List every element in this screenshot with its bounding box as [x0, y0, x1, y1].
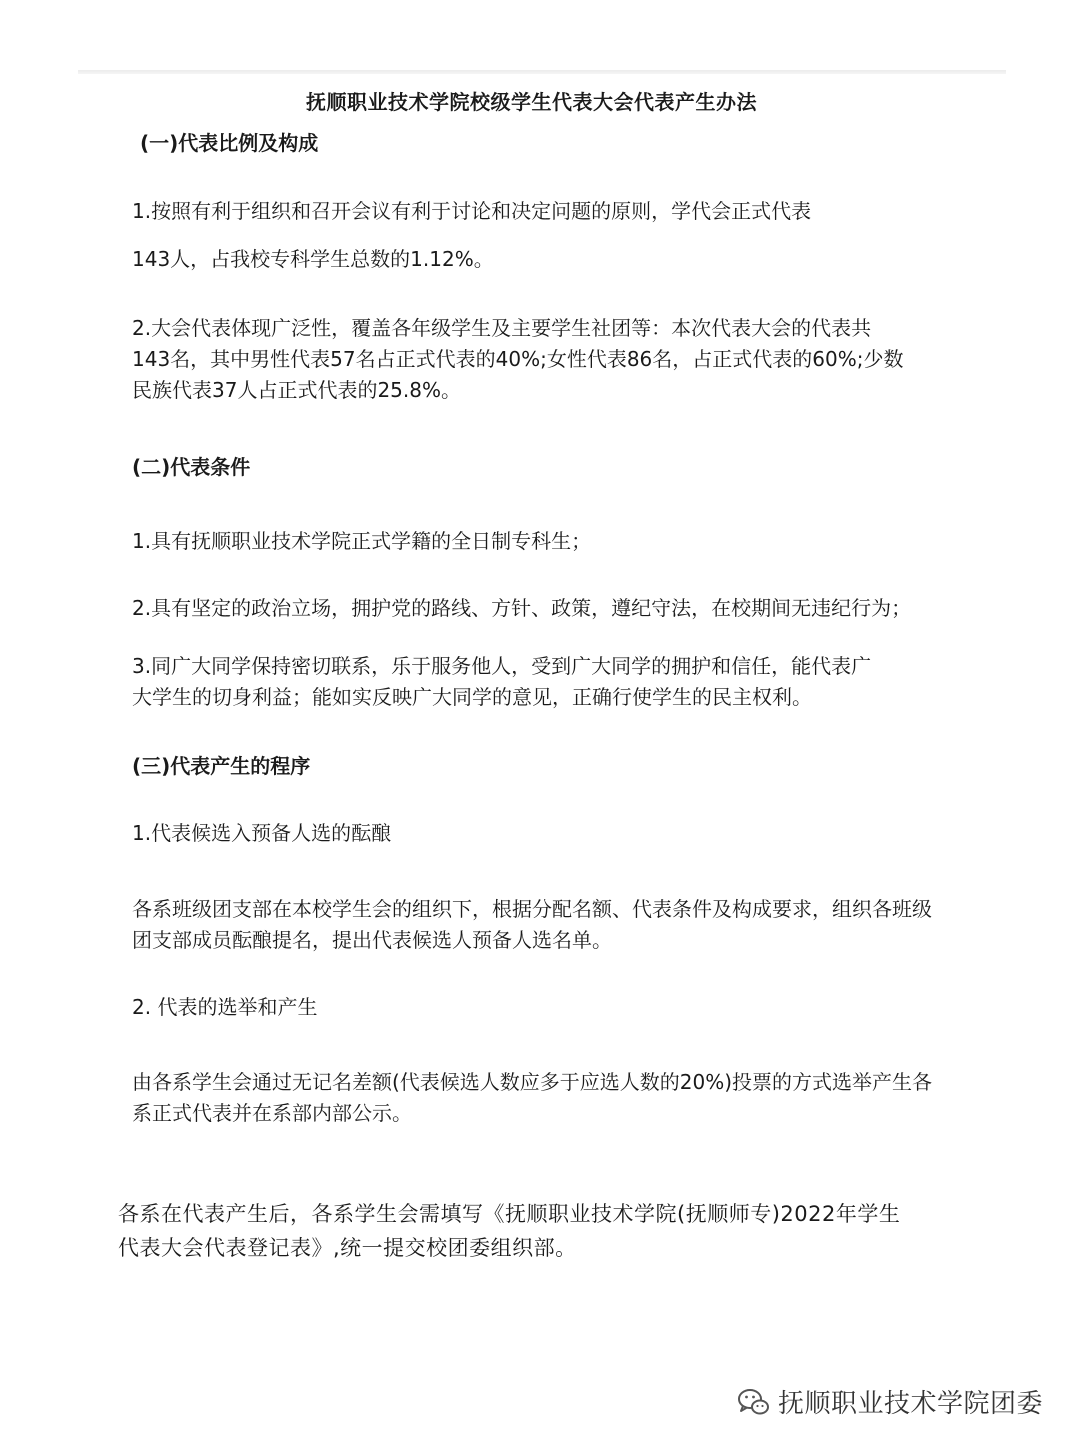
section-heading-2: (二)代表条件 — [132, 455, 251, 479]
paragraph-line: 团支部成员酝酿提名，提出代表候选人预备人选名单。 — [132, 928, 612, 952]
top-divider — [78, 70, 1006, 74]
paragraph-line: 民族代表37人占正式代表的25.8%。 — [132, 378, 461, 402]
document-title: 抚顺职业技术学院校级学生代表大会代表产生办法 — [306, 90, 757, 114]
paragraph-line: 2. 代表的选举和产生 — [132, 995, 318, 1019]
watermark-text: 抚顺职业技术学院团委 — [778, 1389, 1044, 1419]
section-heading-3: (三)代表产生的程序 — [132, 754, 311, 778]
section-heading-1: (一)代表比例及构成 — [140, 131, 319, 155]
closing-line: 代表大会代表登记表》,统一提交校团委组织部。 — [118, 1236, 577, 1260]
paragraph-line: 各系班级团支部在本校学生会的组织下，根据分配名额、代表条件及构成要求，组织各班级 — [132, 897, 932, 921]
paragraph-line: 1.具有抚顺职业技术学院正式学籍的全日制专科生； — [132, 529, 592, 553]
paragraph-line: 大学生的切身利益；能如实反映广大同学的意见，正确行使学生的民主权利。 — [132, 685, 812, 709]
paragraph-line: 3.同广大同学保持密切联系，乐于服务他人，受到广大同学的拥护和信任，能代表广 — [132, 654, 872, 678]
paragraph-line: 2.大会代表体现广泛性，覆盖各年级学生及主要学生社团等：本次代表大会的代表共 — [132, 316, 872, 340]
paragraph-line: 2.具有坚定的政治立场，拥护党的路线、方针、政策，遵纪守法，在校期间无违纪行为； — [132, 596, 912, 620]
closing-line: 各系在代表产生后，各系学生会需填写《抚顺职业技术学院(抚顺师专)2022年学生 — [118, 1202, 901, 1226]
paragraph-line: 系正式代表并在系部内部公示。 — [132, 1101, 412, 1125]
paragraph-line: 由各系学生会通过无记名差额(代表候选人数应多于应选人数的20%)投票的方式选举产生各 — [132, 1070, 933, 1094]
paragraph-line: 1.代表候选入预备人选的酝酿 — [132, 821, 392, 845]
wechat-icon — [736, 1384, 772, 1420]
paragraph-line: 143名，其中男性代表57名占正式代表的40%;女性代表86名，占正式代表的60%;少数 — [132, 347, 904, 371]
paragraph-line: 143人，占我校专科学生总数的1.12%。 — [132, 247, 494, 271]
paragraph-line: 1.按照有利于组织和召开会议有利于讨论和决定问题的原则，学代会正式代表 — [132, 199, 812, 223]
account-watermark — [736, 1383, 1043, 1420]
